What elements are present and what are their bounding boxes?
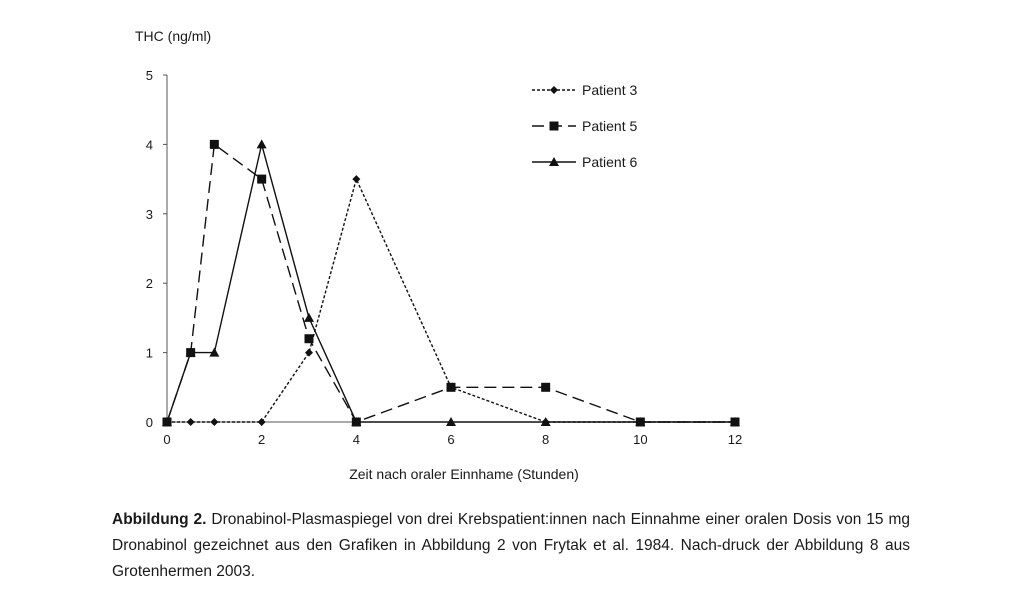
x-tick-label: 4 xyxy=(352,432,360,447)
data-point-patient-5 xyxy=(257,175,266,184)
data-point-patient-5 xyxy=(447,383,456,392)
data-point-patient-5 xyxy=(210,140,219,149)
legend xyxy=(532,82,637,170)
series-line-patient-6 xyxy=(167,144,735,422)
x-tick-label: 6 xyxy=(447,432,455,447)
x-tick-label: 2 xyxy=(258,432,266,447)
data-point-patient-6 xyxy=(257,139,267,148)
data-point-patient-3 xyxy=(305,349,313,357)
data-point-patient-5 xyxy=(541,383,550,392)
data-point-patient-3 xyxy=(210,418,218,426)
legend-label: Patient 6 xyxy=(582,154,638,170)
y-tick-label: 0 xyxy=(145,415,153,430)
y-tick-label: 4 xyxy=(145,137,153,153)
data-point-patient-6 xyxy=(304,313,314,322)
data-point-patient-5 xyxy=(305,334,314,343)
y-axis-title: THC (ng/ml) xyxy=(135,28,212,44)
x-tick-label: 0 xyxy=(163,432,171,447)
series-patient-5 xyxy=(163,140,740,427)
legend-item-patient-5 xyxy=(532,118,637,134)
x-axis-title: Zeit nach oraler Einnhame (Stunden) xyxy=(349,466,579,482)
caption-text: Dronabinol-Plasmaspiegel von drei Krebspatient:innen nach Einnahme einer oralen Dosis von 15 mg Dronabinol gezeichnet aus den Grafiken in Abbildung 2 von Frytak et al. 1984. Nach-druck der Abbildung 8 aus Grotenhermen 2003. xyxy=(112,511,910,580)
y-tick-label: 1 xyxy=(145,345,153,361)
y-tick-label: 3 xyxy=(145,206,153,222)
legend-item-patient-6 xyxy=(532,154,637,170)
data-point-patient-3 xyxy=(187,418,195,426)
x-tick-label: 10 xyxy=(633,432,648,447)
legend-marker xyxy=(550,86,558,94)
data-point-patient-3 xyxy=(258,418,266,426)
series-layer xyxy=(162,139,740,426)
figure-caption xyxy=(112,507,910,585)
x-tick-label: 12 xyxy=(727,432,743,447)
axis-ticks xyxy=(146,68,742,447)
y-tick-label: 2 xyxy=(145,276,153,292)
data-point-patient-3 xyxy=(352,175,360,183)
x-tick-label: 8 xyxy=(542,432,550,447)
caption-label: Abbildung 2. xyxy=(112,511,207,528)
legend-label: Patient 5 xyxy=(582,118,638,134)
legend-label: Patient 3 xyxy=(582,82,638,98)
legend-marker xyxy=(550,122,559,131)
y-tick-label: 5 xyxy=(145,68,153,83)
legend-item-patient-3 xyxy=(532,82,637,98)
